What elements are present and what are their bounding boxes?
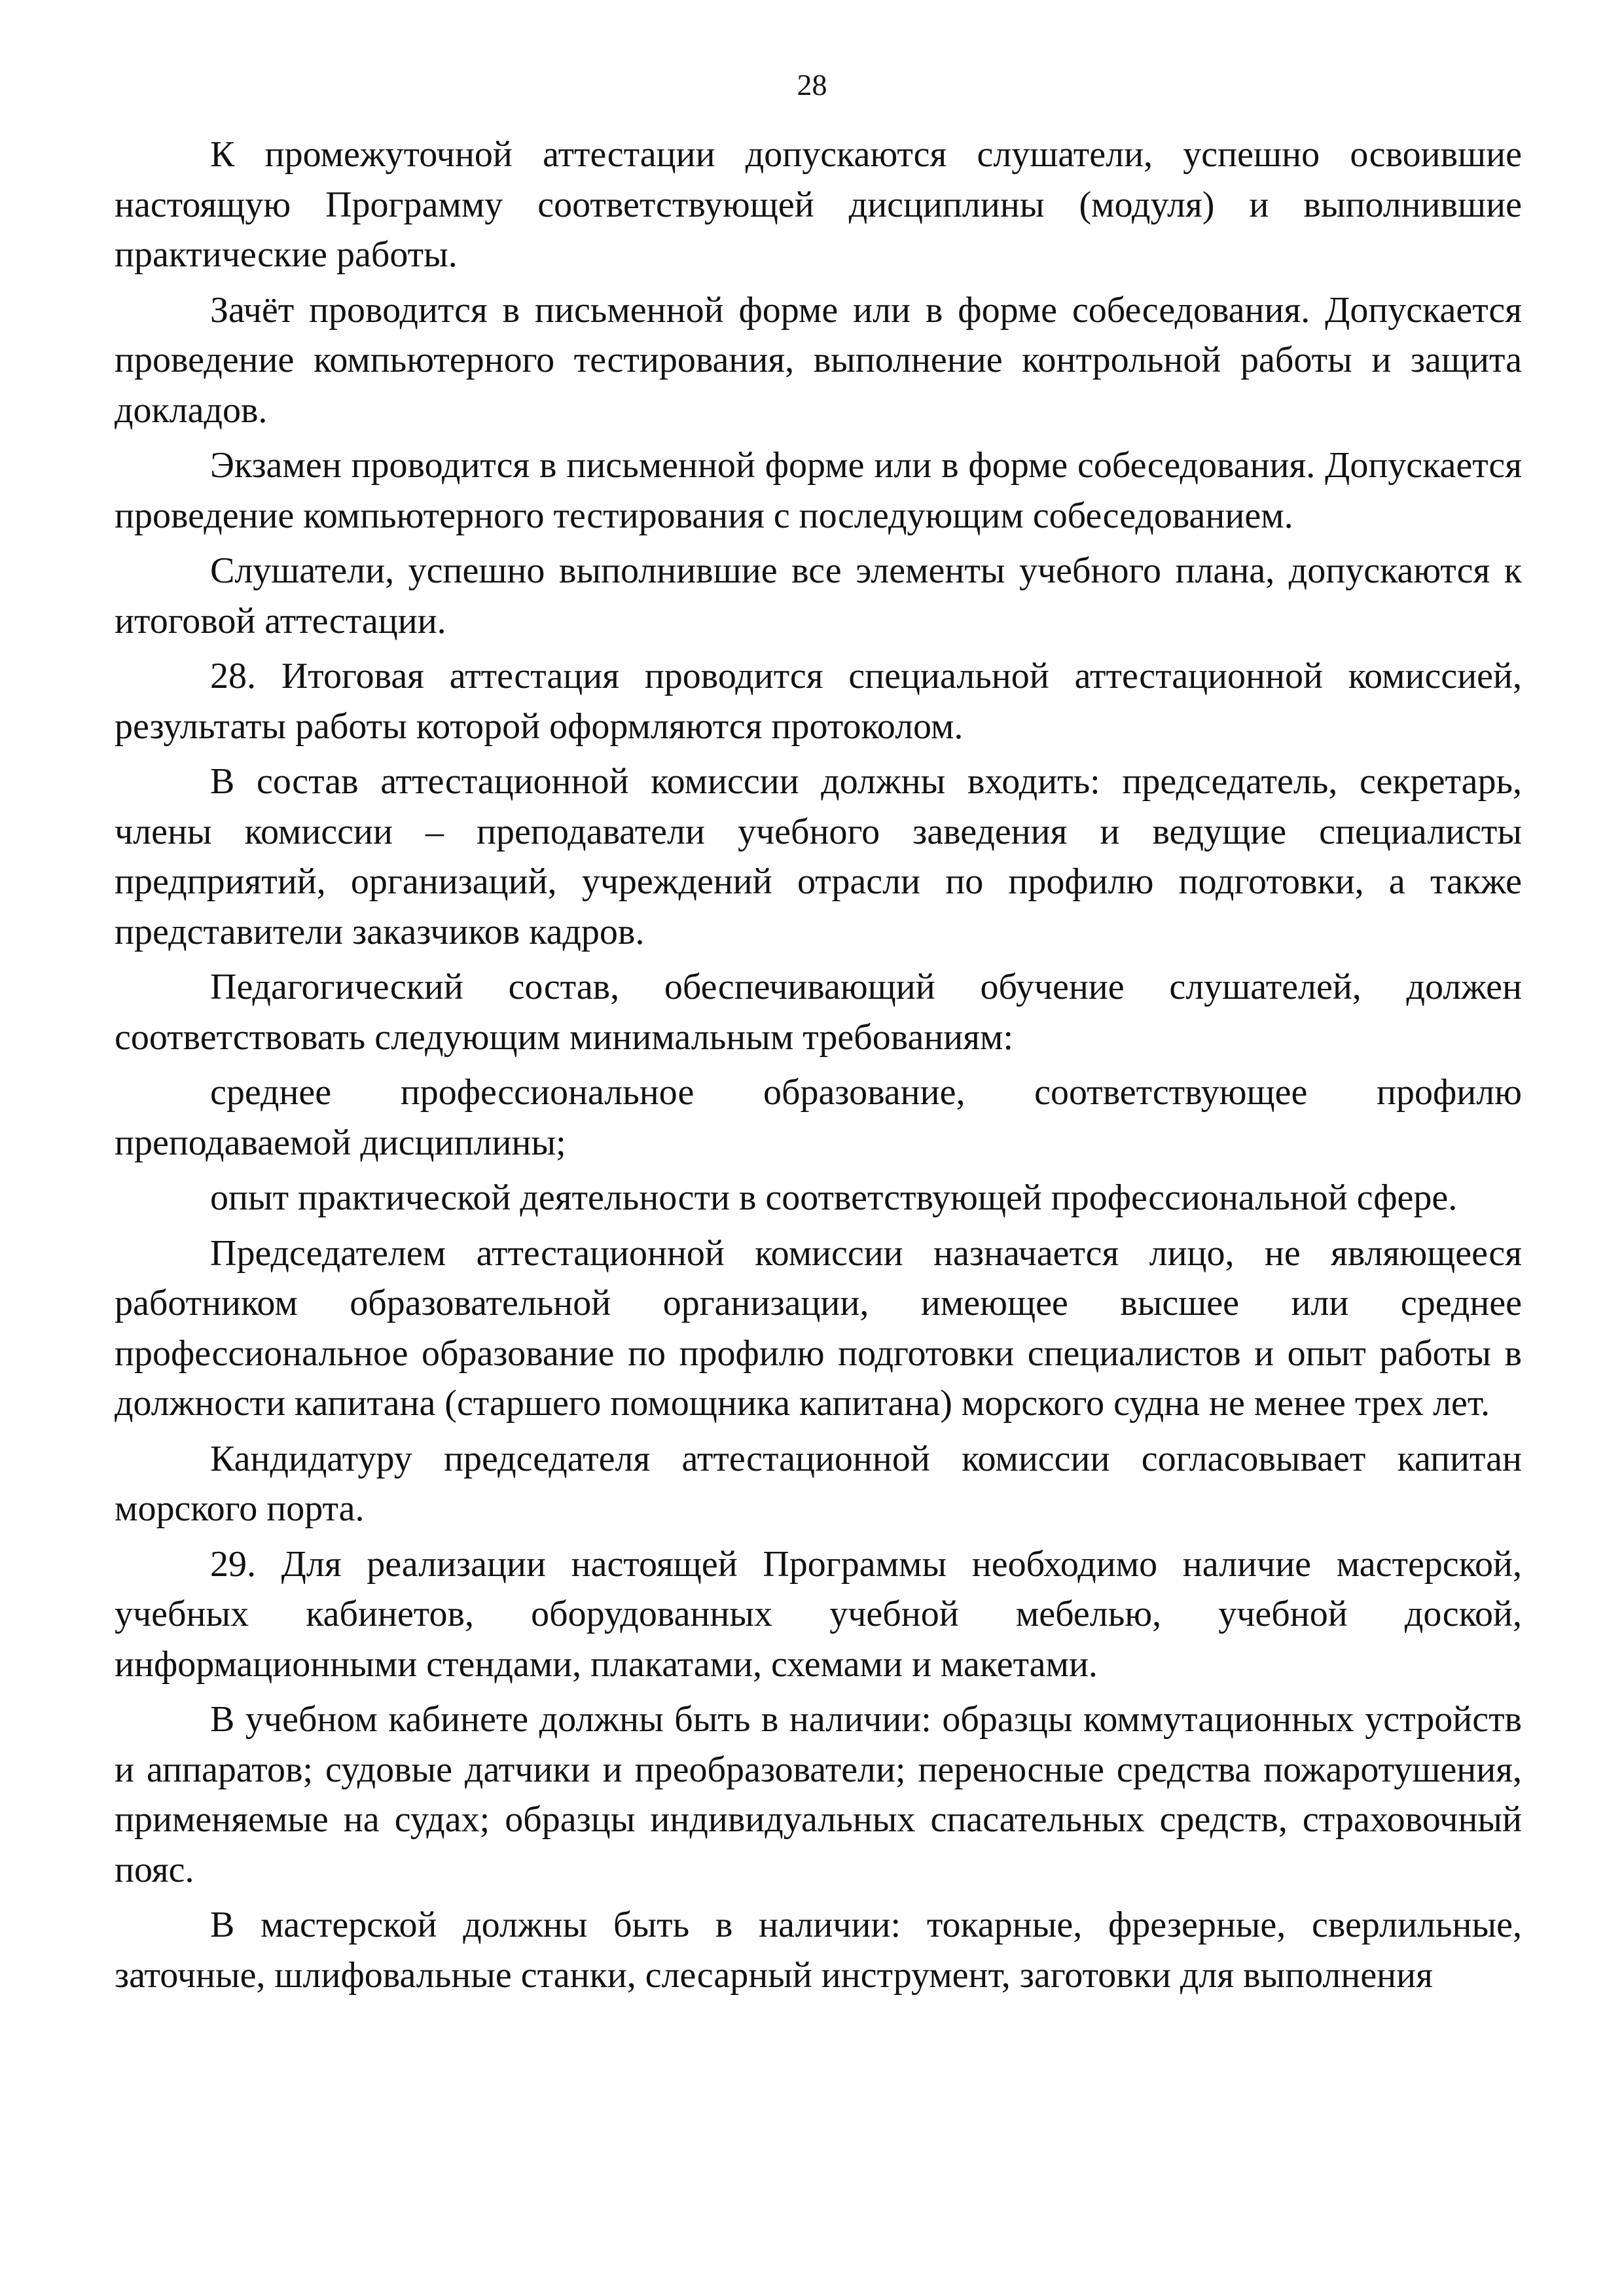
paragraph-requirement-experience: опыт практической деятельности в соответствующей профессиональной сфере. — [210, 1177, 1458, 1218]
paragraph-classroom-equipment: В учебном кабинете должны быть в наличии: образцы коммутационных устройств и аппаратов; судовые датчики и преобразователи; переносные средства пожаротушения, применяемые на судах; образцы индивидуальных спасательных средств, страховочный пояс. — [115, 1699, 1522, 1890]
paragraph-chairman-approval: Кандидатуру председателя аттестационной комиссии согласовывает капитан морского порта. — [115, 1438, 1522, 1529]
paragraph-teaching-staff: Педагогический состав, обеспечивающий обучение слушателей, должен соответствовать следующим минимальным требованиям: — [115, 967, 1522, 1058]
paragraph-item-29: 29. Для реализации настоящей Программы необходимо наличие мастерской, учебных кабинетов, оборудованных учебной мебелью, учебной доской, информационными стендами, плакатами, схемами и макетами. — [115, 1543, 1522, 1685]
paragraph-item-28: 28. Итоговая аттестация проводится специальной аттестационной комиссией, результаты работы которой оформляются протоколом. — [115, 656, 1522, 747]
document-body — [115, 130, 1522, 2005]
paragraph-admission-final: Слушатели, успешно выполнившие все элементы учебного плана, допускаются к итоговой аттестации. — [115, 550, 1522, 641]
paragraph-intermediate-attestation: К промежуточной аттестации допускаются слушатели, успешно освоившие настоящую Программу соответствующей дисциплины (модуля) и выполнившие практические работы. — [115, 134, 1522, 275]
page-number: 28 — [797, 68, 827, 101]
paragraph-credit: Зачёт проводится в письменной форме или в форме собеседования. Допускается проведение компьютерного тестирования, выполнение контрольной работы и защита докладов. — [115, 289, 1522, 431]
paragraph-workshop-equipment: В мастерской должны быть в наличии: токарные, фрезерные, сверлильные, заточные, шлифовальные станки, слесарный инструмент, заготовки для выполнения — [115, 1905, 1522, 1996]
paragraph-commission-composition: В состав аттестационной комиссии должны входить: председатель, секретарь, члены комиссии – преподаватели учебного заведения и ведущие специалисты предприятий, организаций, учреждений отрасли по профилю подготовки, а также представители заказчиков кадров. — [115, 761, 1522, 952]
paragraph-chairman: Председателем аттестационной комиссии назначается лицо, не являющееся работником образовательной организации, имеющее высшее или среднее профессиональное образование по профилю подготовки специалистов и опыт работы в должности капитана (старшего помощника капитана) морского судна не менее трех лет. — [115, 1232, 1522, 1424]
paragraph-exam: Экзамен проводится в письменной форме или в форме собеседования. Допускается проведение компьютерного тестирования с последующим собеседованием. — [115, 445, 1522, 536]
paragraph-requirement-education: среднее профессиональное образование, соответствующее профилю преподаваемой дисциплины; — [115, 1072, 1522, 1163]
